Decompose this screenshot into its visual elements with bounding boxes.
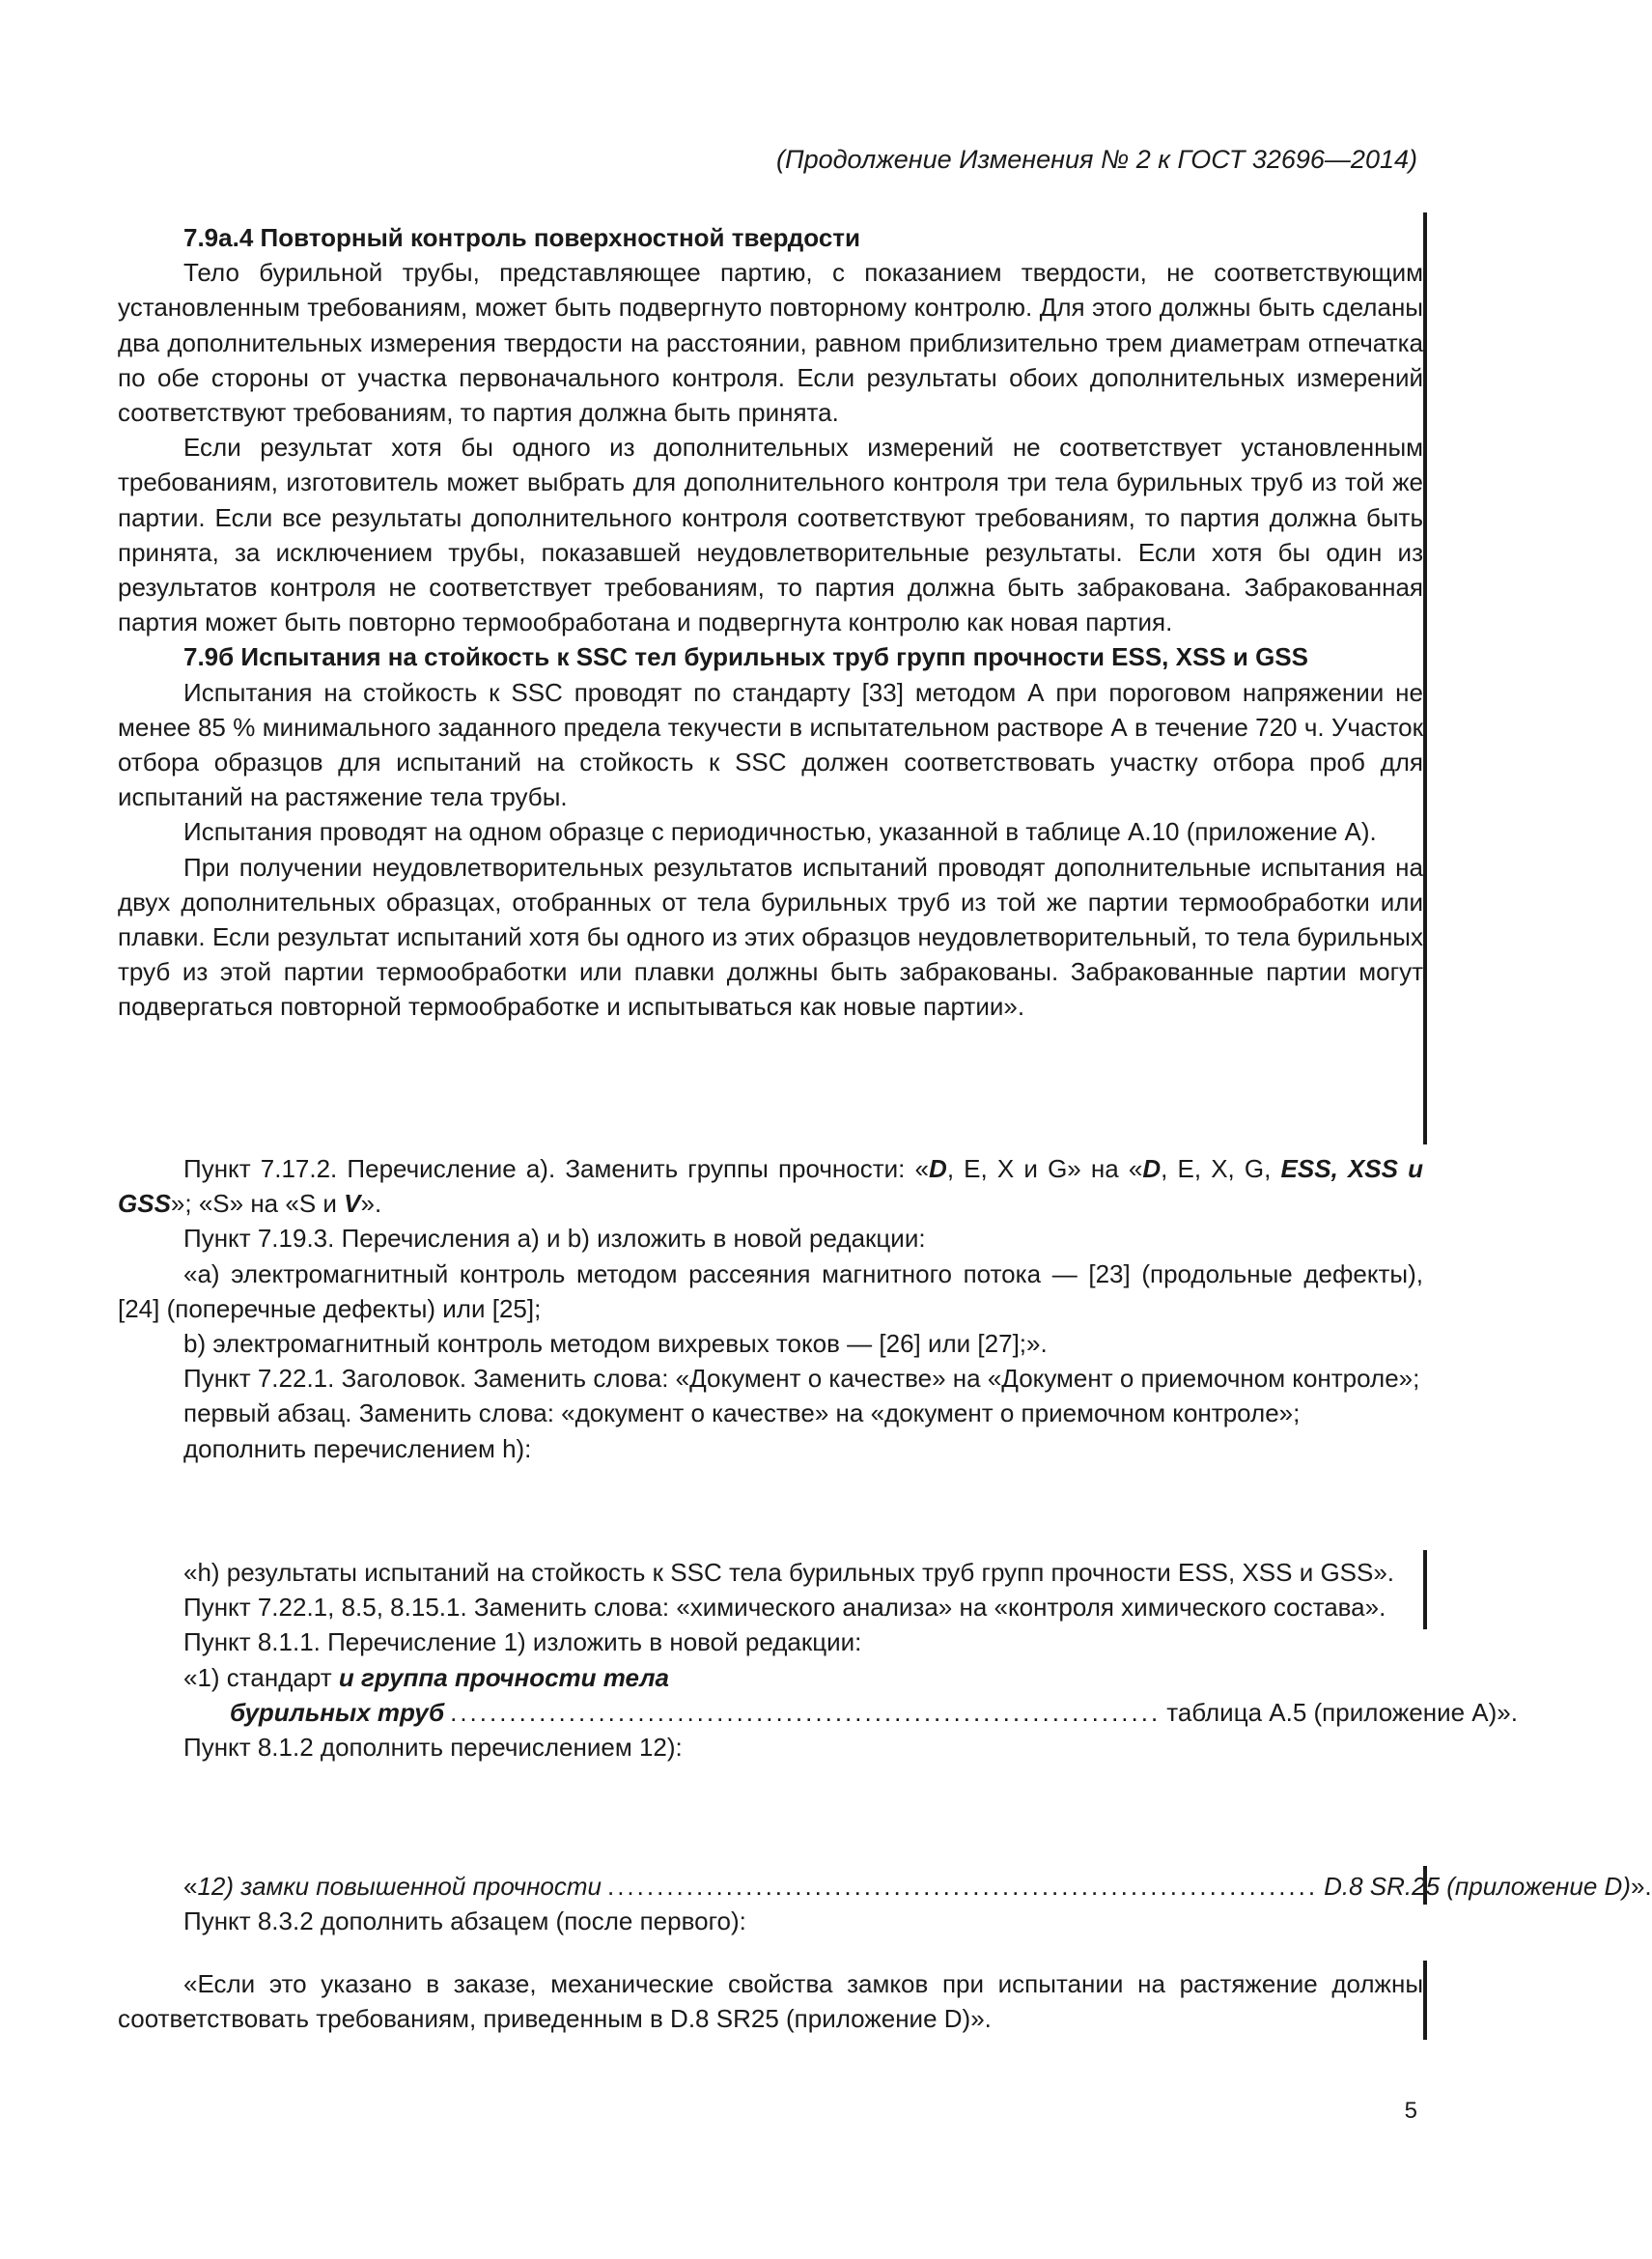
quote-8-3-2 [118,1966,1423,2036]
paragraph: При получении неудовлетворительных результатов испытаний проводят дополнительные испытания на двух дополнительных образцах, отобранных от тела бурильных труб из той же партии термообработки или плавки. Если результат испытаний хотя бы одного из этих образцов неудовлетворительный, то тела бурильных труб из этой партии термообработки или плавки должны быть забракованы. Забракованные партии могут подвергаться повторной термообработке и испытываться как новые партии». [118,852,1423,1022]
leader-dots: ........................................................................ [450,1697,1162,1727]
paragraph: Тело бурильной трубы, представляющее партию, с показанием твердости, не соответствующим установленным требованиям, может быть подвергнуто повторному контролю. Для этого должны быть сделаны два дополнительных измерения твердости на расстоянии, равном приблизительно трем диаметрам отпечатка по обе стороны от участка первоначального контроля. Если результаты обоих дополнительных измерений соответствуют требованиям, то партия должна быть принята. [118,258,1423,428]
paragraph: Испытания на стойкость к SSC проводят по стандарту [33] методом А при пороговом напряжении не менее 85 % минимального заданного предела текучести в испытательном растворе А в течение 720 ч. Участок отбора образцов для испытаний на стойкость к SSC должен соответствовать участку отбора проб для испытаний на растяжение тела трубы. [118,677,1423,812]
heading-7-9a-4: 7.9а.4 Повторный контроль поверхностной твердости [183,223,861,252]
list-item-a: «а) электромагнитный контроль методом рассеяния магнитного потока — [23] (продольные дефекты), [24] (поперечные дефекты) или [25]; [118,1258,1423,1323]
paragraph-8-5: Пункт 7.22.1, 8.5, 8.15.1. Заменить слова: «химического анализа» на «контроля химического состава». [183,1593,1386,1623]
paragraph-8-1-1: Пункт 8.1.1. Перечисление 1) изложить в новой редакции: [183,1627,862,1657]
item-12 [118,1869,1652,1938]
section-7-9 [118,220,1423,1025]
heading-7-9b: 7.9б Испытания на стойкость к SSC тел бурильных труб групп прочности ESS, XSS и GSS [183,642,1308,672]
change-bar-4 [1423,1961,1427,2040]
paragraph-7-22-1: Пункт 7.22.1. Заголовок. Заменить слова: «Документ о качестве» на «Документ о приемочном контроле»; [183,1364,1420,1394]
leader-dots: ........................................................................ [606,1872,1319,1901]
paragraph: Испытания проводят на одном образце с периодичностью, указанной в таблице А.10 (приложение А). [183,817,1377,847]
paragraph: «Если это указано в заказе, механические свойства замков при испытании на растяжение должны соответствовать требованиям, приведенным в D.8 SR25 (приложение D)». [118,1969,1423,2034]
paragraph-7-19-3: Пункт 7.19.3. Перечисления а) и b) изложить в новой редакции: [183,1224,926,1254]
list-item-1: «1) стандарт и группа прочности тела [183,1662,669,1692]
list-item-12: « 12) замки повышенной прочности ........................................................................ D.8 SR.25 (приложение D) ». [118,1869,1423,1904]
paragraph-8-1-2: Пункт 8.1.2 дополнить перечислением 12): [183,1733,683,1763]
running-header: (Продолжение Изменения № 2 к ГОСТ 32696—2014) [776,145,1417,174]
change-bar-2 [1423,1550,1427,1629]
paragraph: Если результат хотя бы одного из дополнительных измерений не соответствует установленным требованиям, изготовитель может выбрать для дополнительного контроля три тела бурильных труб из той же партии. Если все результаты дополнительного контроля соответствуют требованиям, то партия должна быть принята, за исключением трубы, показавшей неудовлетворительные результаты. Если хотя бы один из результатов контроля не соответствует требованиям, то партия должна быть забракована. Забракованная партия может быть повторно термообработана и подвергнута контролю как новая партия. [118,433,1423,637]
paragraph: дополнить перечислением h): [183,1433,532,1463]
page-number: 5 [1404,2098,1417,2124]
change-bar-1 [1423,212,1427,1144]
amendments-8 [118,1555,1518,1765]
amendments-7 [118,1151,1423,1466]
list-item-h: «h) результаты испытаний на стойкость к SSC тела бурильных труб групп прочности ESS, XSS и GSS». [183,1558,1395,1587]
paragraph-8-3-2: Пункт 8.3.2 дополнить абзацем (после первого): [183,1906,746,1936]
paragraph-7-17-2: Пункт 7.17.2. Перечисление а). Заменить группы прочности: «D, E, X и G» на «D, E, X, G, ESS, XSS и GSS»; «S» на «S и V». [118,1154,1424,1219]
list-item-b: b) электромагнитный контроль методом вихревых токов — [26] или [27];». [183,1329,1048,1359]
list-item-1-cont: бурильных труб ........................................................................ таблица А.5 (приложение А)». [118,1695,1423,1730]
paragraph: первый абзац. Заменить слова: «документ о качестве» на «документ о приемочном контроле»; [183,1398,1301,1428]
